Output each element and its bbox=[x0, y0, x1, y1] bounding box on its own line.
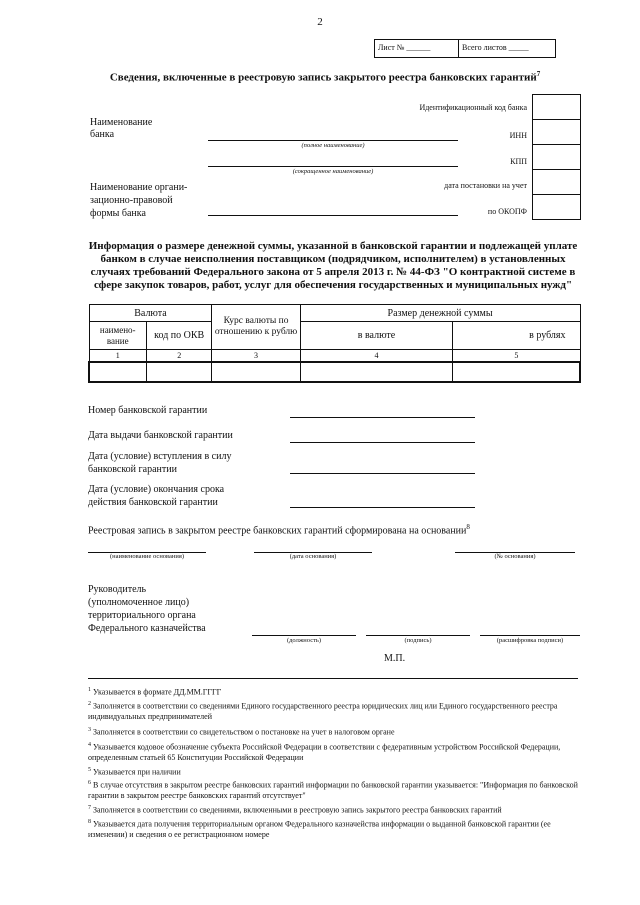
footnote-mark: 6 bbox=[88, 780, 91, 786]
code-box-divider bbox=[533, 144, 580, 145]
footnote-mark: 4 bbox=[88, 742, 91, 748]
footnote bbox=[88, 778, 578, 801]
issue-date-label: Дата выдачи банковской гарантии bbox=[88, 430, 233, 441]
guarantee-number-label: Номер банковской гарантии bbox=[88, 405, 208, 416]
footnote-mark: 1 bbox=[88, 687, 91, 693]
total-sheets-label: Всего листов _____ bbox=[462, 43, 529, 52]
header-currency: Валюта bbox=[89, 305, 212, 322]
title-footnote-mark: 7 bbox=[536, 70, 541, 78]
footnote bbox=[88, 765, 578, 778]
footnote-text: Указывается кодовое обозначение субъекта Российской Федерации в соответствии с федеративным устройством Российской Федерации, определенным статьей 65 Конституции Российской Федерации bbox=[88, 742, 561, 762]
footnote-text: Указывается при наличии bbox=[93, 767, 181, 777]
kpp-label: КПП bbox=[510, 157, 527, 166]
bank-name-label: Наименование банка bbox=[90, 117, 153, 140]
signature-caption: (подпись) bbox=[404, 637, 432, 644]
data-cell[interactable] bbox=[453, 362, 580, 382]
short-name-line bbox=[208, 166, 458, 167]
footnote-text: Указывается дата получения территориальным органом Федерального казначейства информации о выданной банковской гарантии (ее изменении) и сведения о ее регистрационном номере bbox=[88, 819, 551, 839]
footnote-text: Заполняется в соответствии со свидетельством о постановке на учет в налоговом органе bbox=[93, 727, 395, 737]
header-currency-code: код по ОКВ bbox=[146, 322, 212, 350]
expiry-date-label: Дата (условие) окончания срока действия банковской гарантии bbox=[88, 484, 225, 508]
page-number: 2 bbox=[317, 16, 323, 28]
info-heading: Информация о размере денежной суммы, указанной в банковской гарантии и подлежащей уплате банком в случае неисполнения поставщиком (подрядчиком, исполнителем) в установленных случаях требований Федерального закона от 5 апреля 2013 г. № 44-ФЗ "О контрактной системе в сфере закупок товаров, работ, услуг для обеспечения государственных и муниципальных нужд" bbox=[88, 240, 578, 291]
sheet-box bbox=[374, 39, 556, 58]
footnote-separator bbox=[88, 678, 578, 679]
stamp-label: М.П. bbox=[384, 653, 406, 664]
position-caption: (должность) bbox=[286, 637, 322, 644]
col-number: 1 bbox=[89, 350, 146, 363]
col-number: 3 bbox=[212, 350, 300, 363]
okopf-label: по ОКОПФ bbox=[487, 207, 527, 216]
decoding-caption: (расшифровка подписи) bbox=[496, 637, 564, 644]
footnote bbox=[88, 699, 578, 722]
header-in-rubles: в рублях bbox=[453, 322, 580, 350]
col-number: 4 bbox=[300, 350, 453, 363]
sheet-box-divider bbox=[458, 40, 459, 57]
header-amount: Размер денежной суммы bbox=[300, 305, 580, 322]
guarantee-number-line bbox=[290, 417, 475, 418]
footnote-text: Заполняется в соответствии со сведениями, включенными в реестровую запись закрытого реестра банковских гарантий bbox=[93, 805, 502, 815]
footnote bbox=[88, 725, 578, 738]
short-name-caption: (сокращенное наименование) bbox=[292, 168, 374, 175]
footnote bbox=[88, 803, 578, 816]
footnote-mark: 2 bbox=[88, 701, 91, 707]
effective-date-label: Дата (условие) вступления в силу банковской гарантии bbox=[88, 451, 232, 475]
basis-number-caption: (№ основания) bbox=[494, 553, 536, 560]
data-cell[interactable] bbox=[89, 362, 146, 382]
footnote-mark: 5 bbox=[88, 767, 91, 773]
legal-form-line bbox=[208, 215, 458, 216]
col-number: 5 bbox=[453, 350, 580, 363]
full-name-caption: (полное наименование) bbox=[301, 142, 365, 149]
footnote-text: В случае отсутствия в закрытом реестре банковских гарантий информации по банковской гарантии указывается: "Информация по банковской гарантии в закрытом реестре банковских гарантий отсутствует" bbox=[88, 780, 578, 800]
header-currency-name: наимено-вание bbox=[89, 322, 146, 350]
currency-table bbox=[88, 304, 581, 383]
footnote-text: Указывается в формате ДД.ММ.ГГГГ bbox=[93, 687, 222, 697]
head-label: Руководитель (уполномоченное лицо) территориального органа Федерального казначейства bbox=[88, 584, 206, 634]
header-in-currency: в валюте bbox=[300, 322, 453, 350]
legal-form-label: Наименование органи- зационно-правовой формы банка bbox=[90, 182, 188, 219]
code-box-divider bbox=[533, 119, 580, 120]
footnote-mark: 3 bbox=[88, 727, 91, 733]
footnote-text: Заполняется в соответствии со сведениями Единого государственного реестра юридических лиц или Единого государственного реестра индивидуальных предпринимателей bbox=[88, 701, 558, 721]
footnote-mark: 8 bbox=[88, 819, 91, 825]
document-title bbox=[100, 70, 550, 84]
data-cell[interactable] bbox=[212, 362, 300, 382]
sheet-number-label: Лист № ______ bbox=[378, 43, 431, 52]
signature-line bbox=[366, 635, 470, 636]
reg-date-label: дата постановки на учет bbox=[444, 181, 527, 190]
footnote-mark: 7 bbox=[88, 805, 91, 811]
col-number: 2 bbox=[146, 350, 212, 363]
document-title-text: Сведения, включенные в реестровую запись закрытого реестра банковских гарантий bbox=[109, 71, 537, 84]
code-boxes bbox=[532, 94, 581, 220]
inn-label: ИНН bbox=[509, 131, 527, 140]
issue-date-line bbox=[290, 442, 475, 443]
data-cell[interactable] bbox=[300, 362, 453, 382]
basis-date-caption: (дата основания) bbox=[289, 553, 337, 560]
full-name-line bbox=[208, 140, 458, 141]
expiry-date-line bbox=[290, 507, 475, 508]
code-box-divider bbox=[533, 169, 580, 170]
basis-name-caption: (наименование основания) bbox=[109, 553, 185, 560]
code-box-divider bbox=[533, 194, 580, 195]
decoding-line bbox=[480, 635, 580, 636]
basis-text-body: Реестровая запись в закрытом реестре банковских гарантий сформирована на основании bbox=[88, 525, 467, 537]
footnote bbox=[88, 817, 578, 840]
footnote bbox=[88, 740, 578, 763]
position-line bbox=[252, 635, 356, 636]
footnote bbox=[88, 685, 578, 698]
data-cell[interactable] bbox=[146, 362, 212, 382]
effective-date-line bbox=[290, 473, 475, 474]
basis-text bbox=[88, 523, 548, 536]
basis-footnote-mark: 8 bbox=[466, 523, 470, 531]
header-rate: Курс валюты по отношению к рублю bbox=[212, 305, 300, 350]
id-code-label: Идентификационный код банка bbox=[419, 103, 527, 112]
